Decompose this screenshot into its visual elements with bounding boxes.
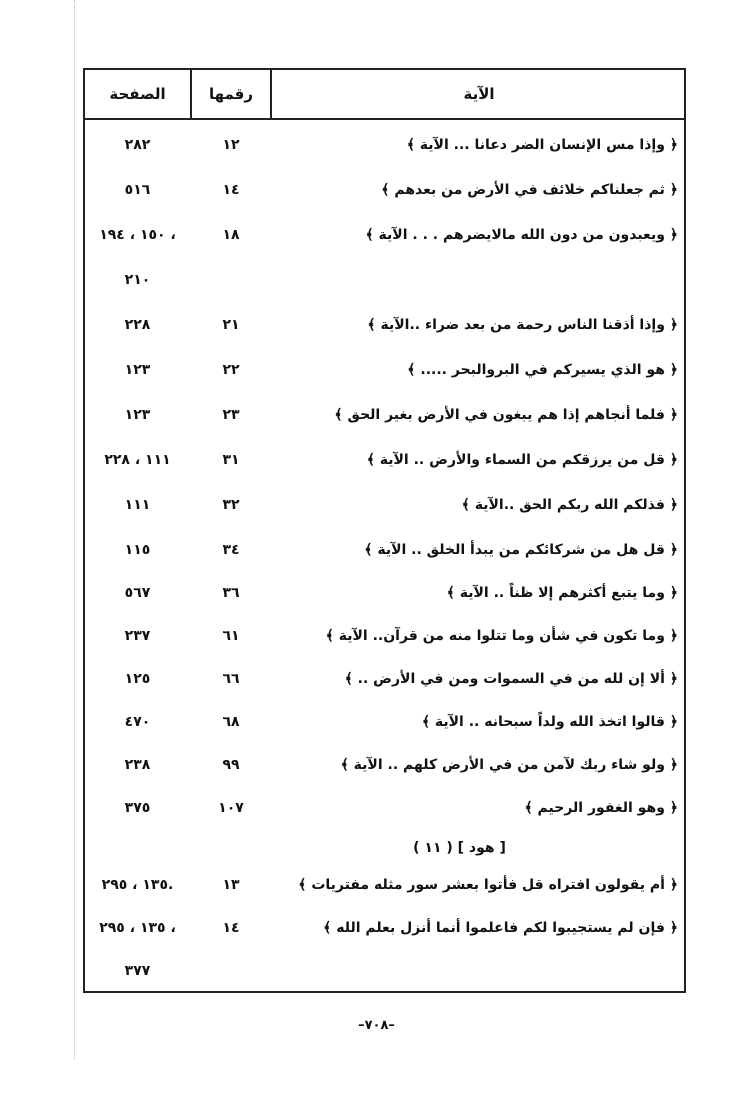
table-row [85,400,684,430]
ayah-number: ١٢ [222,137,240,153]
ayah-text: ﴿ ويعبدون من دون الله مالايضرهم . . . الآية ﴾ [365,227,678,243]
page-ref: ٢١٠ [124,272,151,288]
table-row [85,750,684,780]
page-ref: ١١٥ [124,542,151,558]
table-row [85,707,684,737]
header-page: الصفحة [109,85,166,103]
page-ref: ٢٣٧ [124,628,151,644]
ayah-number: ٢١ [222,317,240,333]
surah-heading-text: [ هود ] ( ١١ ) [413,840,506,856]
table-row [85,175,684,205]
ayah-number [192,265,270,295]
ayah-text: ﴿ هو الذي يسيركم في البروالبحر ..... ﴾ [407,362,678,378]
ayah-text: ﴿ أم يقولون افتراه قل فأتوا بعشر سور مثله مفتريات ﴾ [298,877,678,893]
page-ref: ١٣٥ ، ٢٩٥. [101,877,174,893]
index-table [83,68,686,993]
page-ref: ٢٨٢ [124,137,151,153]
ayah-text: ﴿ فلما أنجاهم إذا هم يبغون في الأرض بغير الحق ﴾ [334,407,678,423]
page-ref: ٢٣٨ [124,757,151,773]
table-row [85,793,684,823]
table-row [85,310,684,340]
page-number: –٧٠٨– [358,1018,395,1033]
ayah-text: ﴿ فإن لم يستجيبوا لكم فاعلموا أنما أنزل بعلم الله ﴾ [323,920,678,936]
page-ref: ٥٦٧ [124,585,151,601]
table-row [85,956,684,986]
ayah-number: ٣٦ [222,585,240,601]
ayah-number: ١٠٧ [218,800,244,816]
ayah-number: ١٤ [222,920,240,936]
table-row [85,578,684,608]
table-row [85,490,684,520]
table-row [85,621,684,651]
ayah-number: ٩٩ [222,757,240,773]
table-row [85,445,684,475]
ayah-number: ٣٢ [222,497,240,513]
page-ref: ١١١ [124,497,151,513]
table-row [85,870,684,900]
page-ref: ١٢٥ [124,671,151,687]
table-row [85,535,684,565]
ayah-text: ﴿ فذلكم الله ربكم الحق ..الآية ﴾ [461,497,678,513]
table-row [85,913,684,943]
ayah-text: ﴿ قل من يرزقكم من السماء والأرض .. الآية ﴾ [366,452,678,468]
ayah-text: ﴿ وهو الغفور الرحيم ﴾ [524,800,678,816]
page-ref: ١٣٥ ، ٢٩٥ ، [99,920,176,936]
ayah-number: ٦٨ [222,714,240,730]
table-row [85,664,684,694]
ayah-text: ﴿ ثم جعلناكم خلائف في الأرض من بعدهم ﴾ [381,182,678,198]
page-ref: ٤٧٠ [124,714,151,730]
ayah-text: ﴿ وما يتبع أكثرهم إلا ظناً .. الآية ﴾ [446,585,678,601]
ayah-number: ٣٤ [222,542,240,558]
table-row [85,220,684,250]
page-ref: ٣٧٥ [124,800,151,816]
ayah-number [192,956,270,986]
ayah-text [275,956,678,986]
ayah-number: ٢٢ [222,362,240,378]
header-ayah: الآية [463,85,495,103]
ayah-text: ﴿ قل هل من شركائكم من يبدأ الخلق .. الآية ﴾ [364,542,678,558]
ayah-number: ٣١ [222,452,240,468]
page-ref: ٥١٦ [124,182,151,198]
page-ref: ٢٢٨ [124,317,151,333]
ayah-text: ﴿ ولو شاء ربك لآمن من في الأرض كلهم .. الآية ﴾ [340,757,678,773]
page-ref: ١١١ ، ٢٢٨ [104,452,171,468]
page-ref: ١٢٣ [124,407,151,423]
table-row [85,355,684,385]
ayah-text: ﴿ وما تكون في شأن وما تتلوا منه من قرآن.. الآية ﴾ [325,628,678,644]
ayah-text [275,265,678,295]
margin-guide-line [74,0,75,1060]
ayah-number: ١٨ [222,227,240,243]
ayah-text: ﴿ وإذا أذقنا الناس رحمة من بعد ضراء ..الآية ﴾ [367,317,678,333]
ayah-number: ٦١ [222,628,240,644]
page-ref: ١٢٣ [124,362,151,378]
page-ref: ١٥٠ ، ١٩٤ ، [99,227,176,243]
ayah-number: ١٤ [222,182,240,198]
table-row [85,265,684,295]
ayah-text: ﴿ وإذا مس الإنسان الضر دعانا ... الآية ﴾ [406,137,678,153]
ayah-number: ٢٣ [222,407,240,423]
table-header [85,70,684,120]
page-ref: ٣٧٧ [124,963,151,979]
surah-heading [85,833,684,863]
ayah-text: ﴿ ألا إن لله من في السموات ومن في الأرض .. ﴾ [344,671,678,687]
ayah-number: ١٣ [222,877,240,893]
ayah-number: ٦٦ [222,671,240,687]
table-row [85,130,684,160]
ayah-text: ﴿ قالوا اتخذ الله ولداً سبحانه .. الآية ﴾ [421,714,678,730]
header-number: رقمها [208,85,254,103]
